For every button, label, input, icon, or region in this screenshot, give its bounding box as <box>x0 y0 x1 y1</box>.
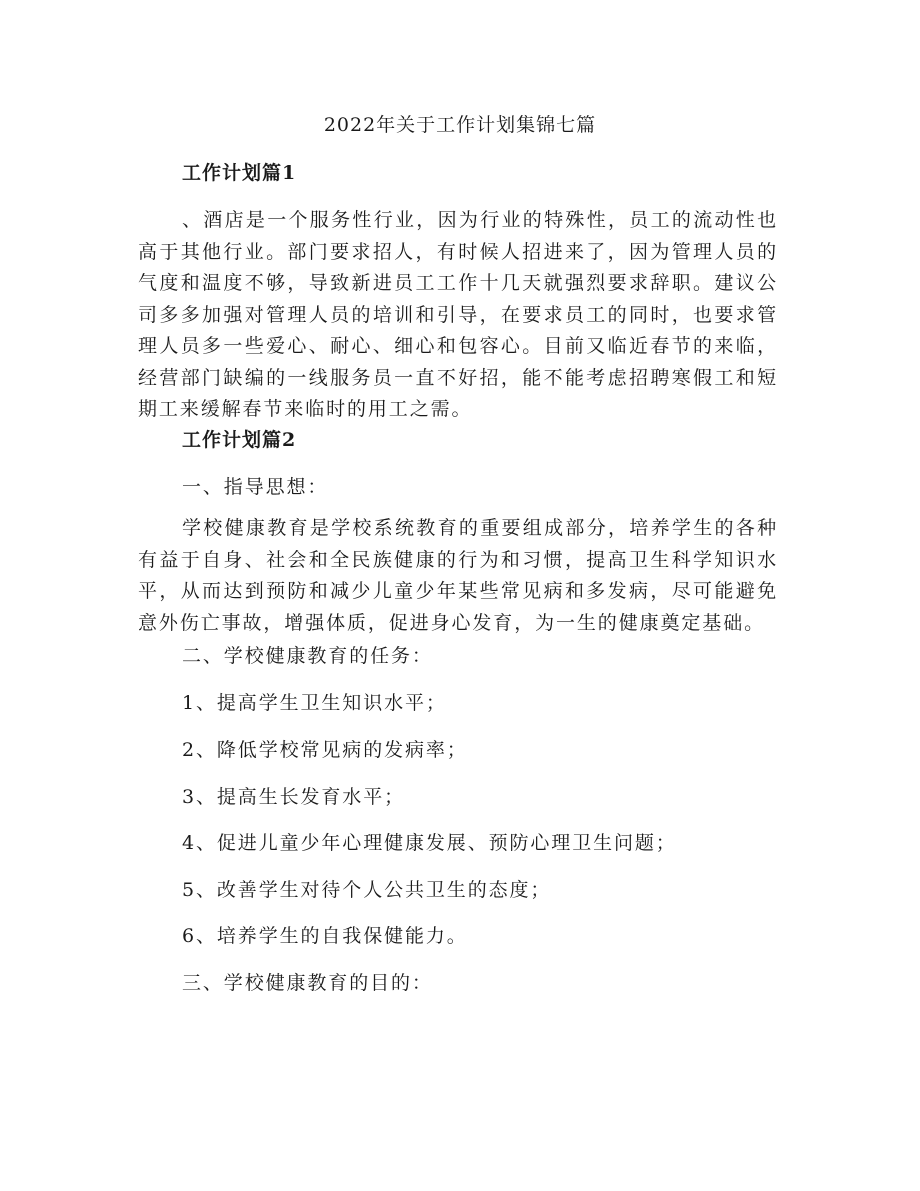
subheading-guiding-thought: 一、指导思想： <box>182 476 329 498</box>
subheading-tasks: 二、学校健康教育的任务： <box>182 645 433 667</box>
task-item: 3、提高生长发育水平； <box>182 786 405 808</box>
section-heading-2: 工作计划篇2 <box>182 429 297 451</box>
document-title: 2022年关于工作计划集锦七篇 <box>323 114 597 136</box>
section-heading-1: 工作计划篇1 <box>182 162 297 184</box>
subheading-purpose: 三、学校健康教育的目的： <box>182 972 433 994</box>
task-item: 1、提高学生卫生知识水平； <box>182 692 447 714</box>
task-item: 2、降低学校常见病的发病率； <box>182 739 468 761</box>
section-1-paragraph: 、酒店是一个服务性行业，因为行业的特殊性，员工的流动性也高于其他行业。部门要求招人，有时候人招进来了，因为管理人员的气度和温度不够，导致新进员工工作十几天就强烈要求辞职。建议公司多多加强对管理人员的培训和引导，在要求员工的同时，也要求管理人员多一些爱心、耐心、细心和包容心。目前又临近春节的来临，经营部门缺编的一线服务员一直不好招，能不能考虑招聘寒假工和短期工来缓解春节来临时的用工之需。 <box>138 209 778 420</box>
guiding-thought-paragraph: 学校健康教育是学校系统教育的重要组成部分，培养学生的各种有益于自身、社会和全民族健康的行为和习惯，提高卫生科学知识水平，从而达到预防和减少儿童少年某些常见病和多发病，尽可能避免意外伤亡事故，增强体质，促进身心发育，为一生的健康奠定基础。 <box>138 517 778 634</box>
task-item: 5、改善学生对待个人公共卫生的态度； <box>182 879 552 901</box>
task-item: 6、培养学生的自我保健能力。 <box>182 925 468 947</box>
task-item: 4、促进儿童少年心理健康发展、预防心理卫生问题； <box>182 832 677 854</box>
